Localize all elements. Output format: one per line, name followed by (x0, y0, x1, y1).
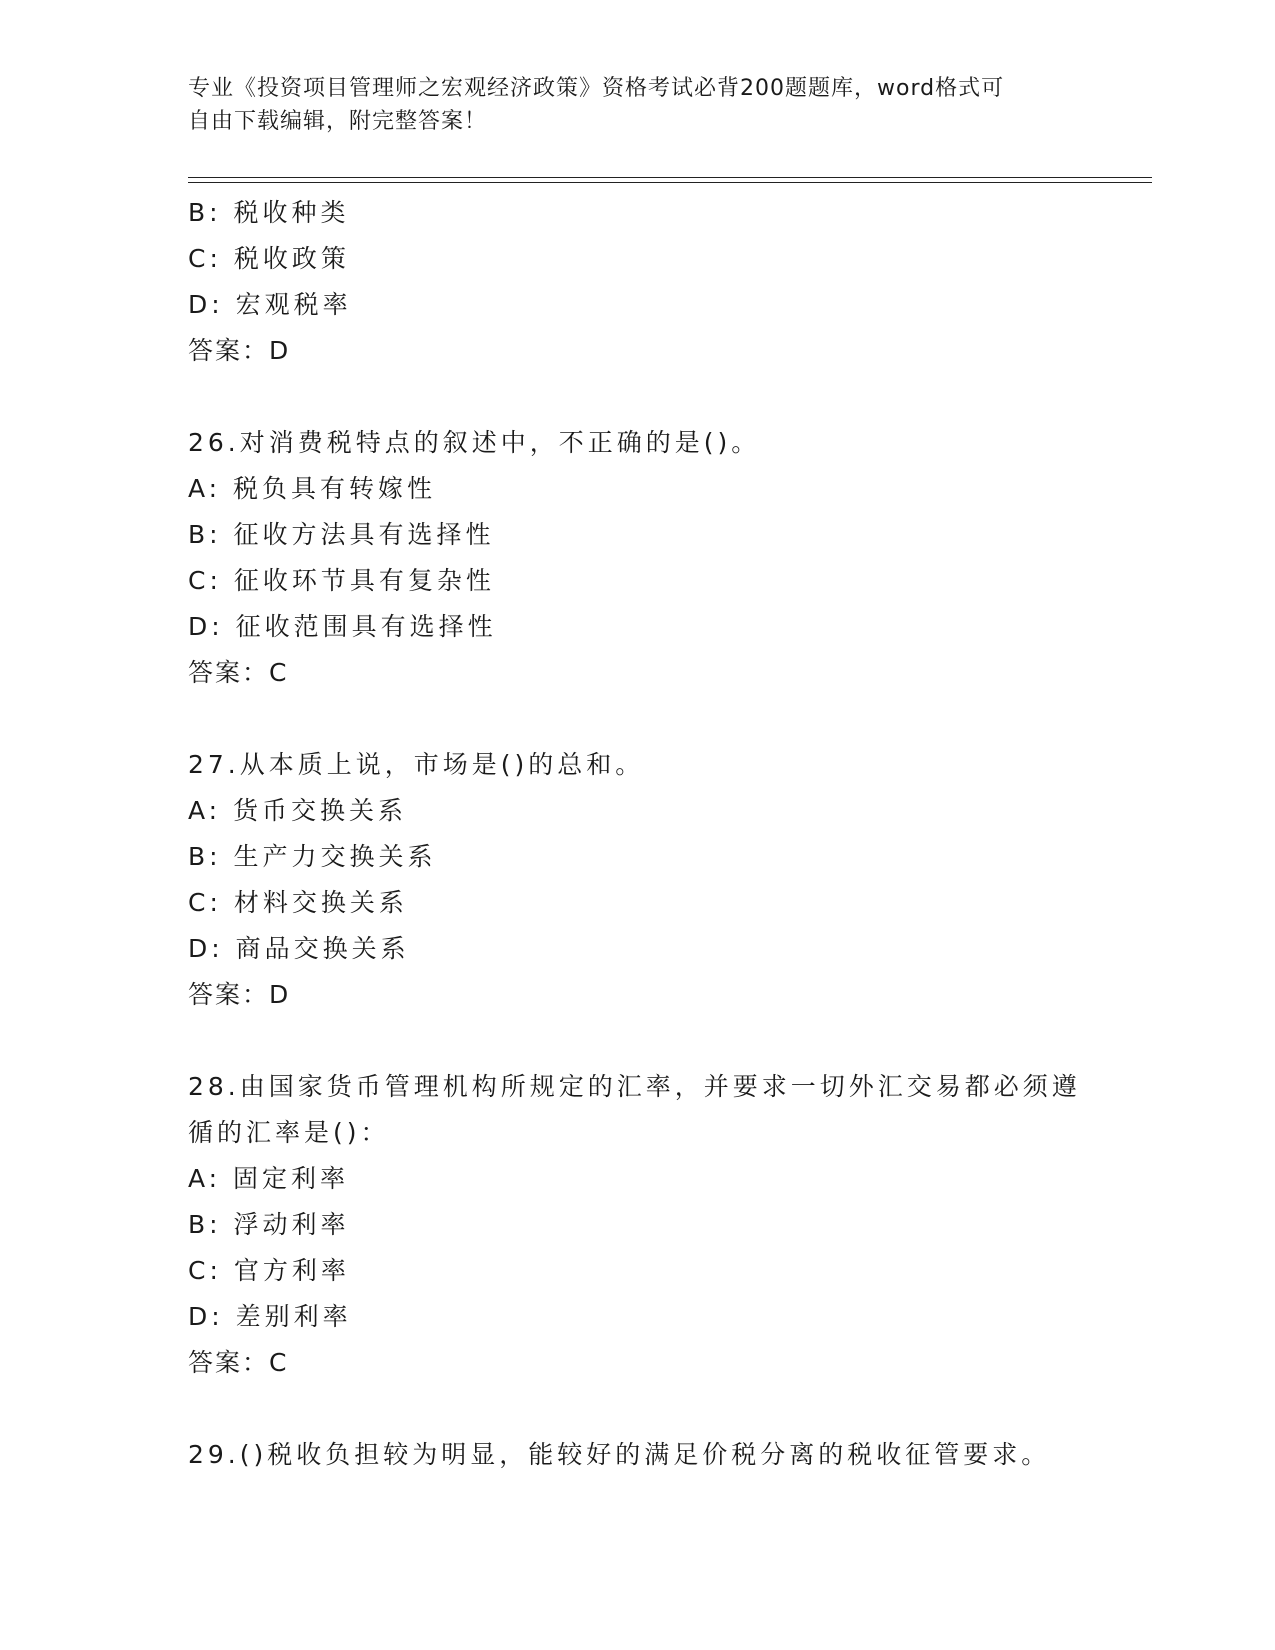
option-c: C: 材料交换关系 (188, 888, 408, 917)
spacer (188, 374, 1088, 420)
option-a: A: 固定利率 (188, 1164, 350, 1193)
question-27 (188, 742, 1088, 1018)
question-list (188, 190, 1088, 1478)
question-text-line-2: 循的汇率是()： (188, 1118, 390, 1147)
option-b: B: 征收方法具有选择性 (188, 520, 495, 549)
question-text: 26.对消费税特点的叙述中，不正确的是()。 (188, 428, 761, 457)
option-c: C: 征收环节具有复杂性 (188, 566, 495, 595)
option-c: C: 官方利率 (188, 1256, 350, 1285)
question-25 (188, 190, 1088, 374)
option-a: A: 税负具有转嫁性 (188, 474, 437, 503)
spacer (188, 1018, 1088, 1064)
answer: 答案：C (188, 1348, 289, 1377)
header-line-2: 自由下载编辑，附完整答案！ (188, 109, 488, 134)
option-c: C: 税收政策 (188, 244, 350, 273)
option-d: D: 商品交换关系 (188, 934, 410, 963)
option-b: B: 生产力交换关系 (188, 842, 437, 871)
question-text: 27.从本质上说，市场是()的总和。 (188, 750, 645, 779)
option-d: D: 宏观税率 (188, 290, 352, 319)
answer: 答案：D (188, 336, 291, 365)
question-26 (188, 420, 1088, 696)
header-line-1: 专业《投资项目管理师之宏观经济政策》资格考试必背200题题库，word格式可 (188, 76, 1005, 101)
question-29 (188, 1432, 1088, 1478)
header-rule-bottom (188, 182, 1152, 183)
option-b: B: 浮动利率 (188, 1210, 350, 1239)
question-text-line-1: 28.由国家货币管理机构所规定的汇率，并要求一切外汇交易都必须遵 (188, 1072, 1081, 1101)
answer: 答案：C (188, 658, 289, 687)
spacer (188, 696, 1088, 742)
option-d: D: 差别利率 (188, 1302, 352, 1331)
option-a: A: 货币交换关系 (188, 796, 408, 825)
answer: 答案：D (188, 980, 291, 1009)
header-rule-top (188, 177, 1152, 178)
question-text: 29.()税收负担较为明显，能较好的满足价税分离的税收征管要求。 (188, 1440, 1051, 1469)
spacer (188, 1386, 1088, 1432)
question-28 (188, 1064, 1088, 1386)
option-d: D: 征收范围具有选择性 (188, 612, 497, 641)
option-b: B: 税收种类 (188, 198, 350, 227)
document-header (188, 72, 1088, 138)
